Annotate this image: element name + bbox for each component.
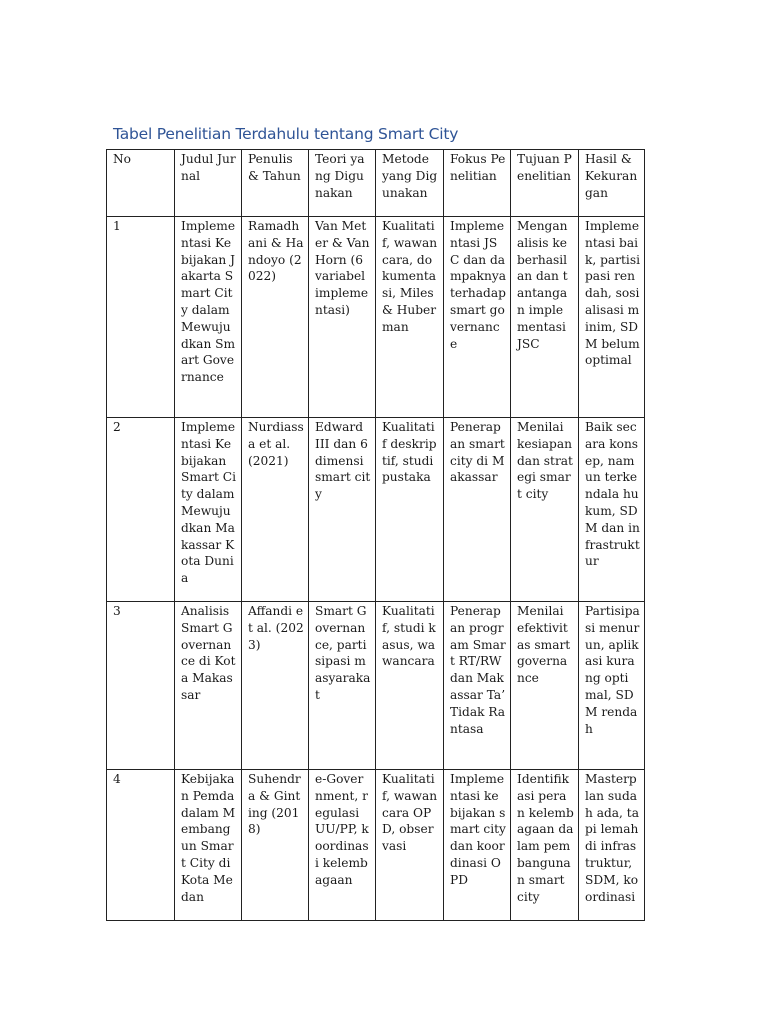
table-row: [107, 602, 645, 770]
header-cell-metode: Metode yang Digunakan: [376, 150, 444, 217]
cell-hasil: Partisipasi menurun, aplikasi kurang optimal, SDM rendah: [579, 602, 645, 770]
cell-tujuan: Menganalisis keberhasilan dan tantangan implementasi JSC: [511, 217, 579, 418]
cell-judul: Implementasi Kebijakan Smart City dalam Mewujudkan Makassar Kota Dunia: [175, 418, 242, 602]
table-row: [107, 418, 645, 602]
header-cell-teori: Teori yang Digunakan: [309, 150, 376, 217]
cell-no: 2: [107, 418, 175, 602]
table-row: [107, 217, 645, 418]
cell-penulis: Ramadhani & Handoyo (2022): [242, 217, 309, 418]
research-table: [106, 149, 645, 921]
document-title: Tabel Penelitian Terdahulu tentang Smart City: [113, 125, 459, 143]
cell-teori: Van Meter & Van Horn (6 variabel implementasi): [309, 217, 376, 418]
cell-penulis: Suhendra & Ginting (2018): [242, 770, 309, 921]
cell-no: 1: [107, 217, 175, 418]
cell-no: 3: [107, 602, 175, 770]
cell-judul: Analisis Smart Governance di Kota Makassar: [175, 602, 242, 770]
cell-fokus: Penerapan program Smart RT/RW dan Makassar Ta’ Tidak Rantasa: [444, 602, 511, 770]
cell-hasil: Implementasi baik, partisipasi rendah, sosialisasi minim, SDM belum optimal: [579, 217, 645, 418]
cell-no: 4: [107, 770, 175, 921]
table-header-row: [107, 150, 645, 217]
cell-metode: Kualitatif deskriptif, studi pustaka: [376, 418, 444, 602]
cell-teori: Edward III dan 6 dimensi smart city: [309, 418, 376, 602]
cell-penulis: Nurdiassa et al. (2021): [242, 418, 309, 602]
cell-fokus: Penerapan smart city di Makassar: [444, 418, 511, 602]
cell-metode: Kualitatif, wawancara OPD, observasi: [376, 770, 444, 921]
cell-hasil: Baik secara konsep, namun terkendala hukum, SDM dan infrastruktur: [579, 418, 645, 602]
cell-judul: Implementasi Kebijakan Jakarta Smart City dalam Mewujudkan Smart Governance: [175, 217, 242, 418]
cell-hasil: Masterplan sudah ada, tapi lemah di infrastruktur, SDM, koordinasi: [579, 770, 645, 921]
cell-metode: Kualitatif, wawancara, dokumentasi, Miles & Huberman: [376, 217, 444, 418]
header-cell-no: No: [107, 150, 175, 217]
cell-penulis: Affandi et al. (2023): [242, 602, 309, 770]
cell-fokus: Implementasi JSC dan dampaknya terhadap smart governance: [444, 217, 511, 418]
cell-tujuan: Identifikasi peran kelembagaan dalam pembangunan smart city: [511, 770, 579, 921]
cell-tujuan: Menilai efektivitas smart governance: [511, 602, 579, 770]
header-cell-judul: Judul Jurnal: [175, 150, 242, 217]
header-cell-hasil: Hasil & Kekurangan: [579, 150, 645, 217]
cell-teori: e-Government, regulasi UU/PP, koordinasi kelembagaan: [309, 770, 376, 921]
cell-tujuan: Menilai kesiapan dan strategi smart city: [511, 418, 579, 602]
header-cell-fokus: Fokus Penelitian: [444, 150, 511, 217]
cell-teori: Smart Governance, partisipasi masyarakat: [309, 602, 376, 770]
table-row: [107, 770, 645, 921]
cell-metode: Kualitatif, studi kasus, wawancara: [376, 602, 444, 770]
header-cell-penulis: Penulis & Tahun: [242, 150, 309, 217]
header-cell-tujuan: Tujuan Penelitian: [511, 150, 579, 217]
cell-fokus: Implementasi kebijakan smart city dan koordinasi OPD: [444, 770, 511, 921]
cell-judul: Kebijakan Pemda dalam Membangun Smart City di Kota Medan: [175, 770, 242, 921]
